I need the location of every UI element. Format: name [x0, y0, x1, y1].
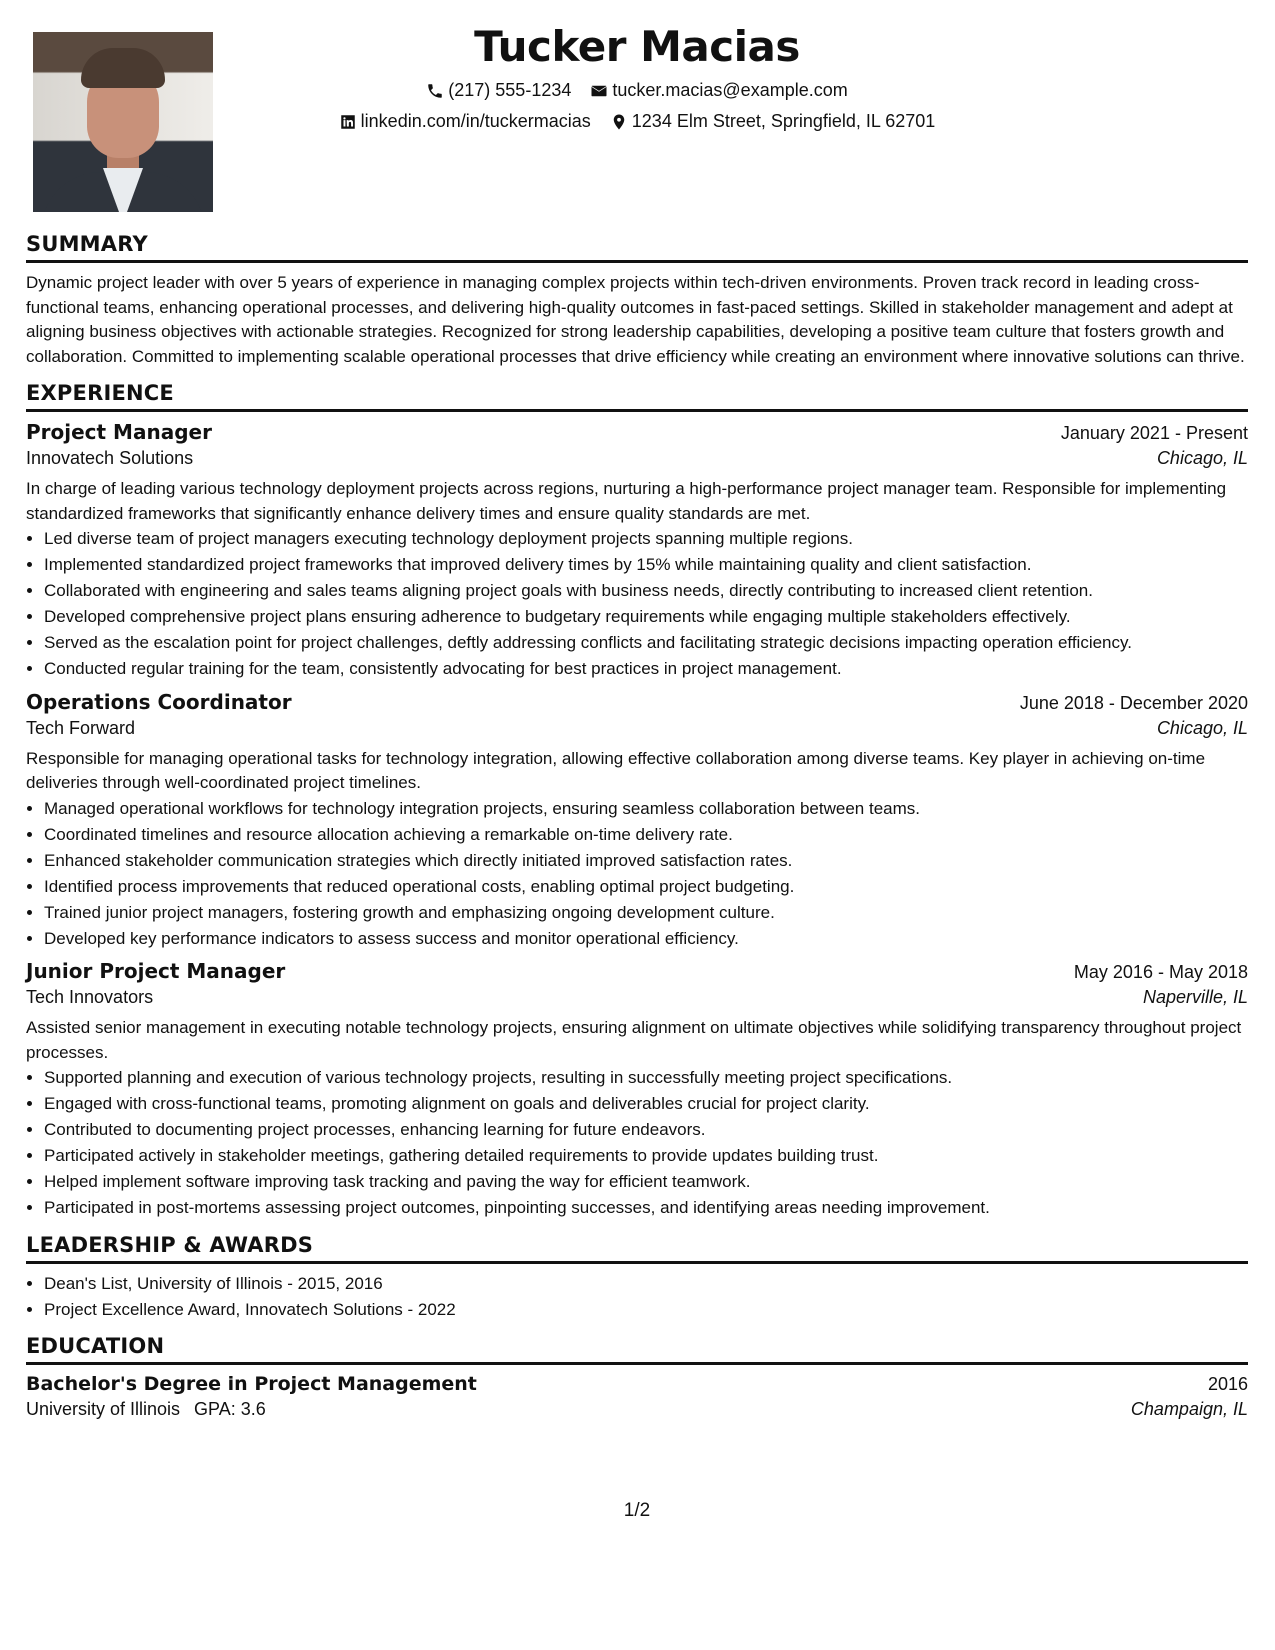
list-item: • Managed operational workflows for technology integration projects, ensuring seamless collaboration between teams. — [44, 797, 1248, 822]
job-date: May 2016 - May 2018 — [1073, 962, 1248, 982]
list-item: • Implemented standardized project frameworks that improved delivery times by 15% while maintaining quality and client satisfaction. — [44, 553, 1248, 578]
list-item: • Developed comprehensive project plans ensuring adherence to budgetary requirements while engaging multiple stakeholders effectively. — [44, 605, 1248, 630]
job-title: Junior Project Manager — [26, 959, 286, 983]
job-title: Project Manager — [26, 420, 212, 444]
list-item: • Helped implement software improving task tracking and paving the way for efficient teamwork. — [44, 1170, 1248, 1195]
awards-list — [26, 1272, 1248, 1323]
list-item: • Served as the escalation point for project challenges, deftly addressing conflicts and facilitating strategic decisions impacting operation efficiency. — [44, 631, 1248, 656]
section-title-awards: LEADERSHIP & AWARDS — [26, 1233, 1248, 1264]
candidate-name: Tucker Macias — [474, 22, 800, 71]
list-item: • Collaborated with engineering and sales teams aligning project goals with business needs, directly contributing to increased client retention. — [44, 579, 1248, 604]
resume-page — [26, 0, 1248, 1650]
email-text: tucker.macias@example.com — [612, 80, 848, 100]
contact-line-2 — [216, 111, 1058, 136]
list-item: • Project Excellence Award, Innovatech Solutions - 2022 — [44, 1298, 1248, 1323]
resume-header — [26, 0, 1248, 232]
job-company: Tech Innovators — [26, 987, 154, 1007]
list-item: • Identified process improvements that reduced operational costs, enabling optimal project budgeting. — [44, 875, 1248, 900]
job-location: Chicago, IL — [1156, 717, 1248, 738]
job-bullets — [26, 797, 1248, 952]
page-number: 1/2 — [623, 1500, 651, 1521]
job-date: January 2021 - Present — [1060, 423, 1248, 443]
list-item: • Participated in post-mortems assessing project outcomes, pinpointing successes, and identifying areas needing improvement. — [44, 1196, 1248, 1221]
contact-address — [610, 111, 936, 132]
education-year: 2016 — [1207, 1374, 1248, 1394]
list-item: • Conducted regular training for the team, consistently advocating for best practices in project management. — [44, 657, 1248, 682]
job-description: In charge of leading various technology deployment projects across regions, nurturing a high-performance project manager team. Responsible for implementing standardized frameworks that significantly enhance delivery times and ensure quality standards are met. — [26, 479, 1227, 523]
job-date: June 2018 - December 2020 — [1019, 692, 1248, 713]
awards-section — [26, 1233, 1248, 1323]
list-item: • Participated actively in stakeholder meetings, gathering detailed requirements to provide updates building trust. — [44, 1144, 1248, 1169]
list-item: • Trained junior project managers, fostering growth and emphasizing ongoing development culture. — [44, 901, 1248, 926]
education-section — [26, 1334, 1248, 1420]
list-item: • Contributed to documenting project processes, enhancing learning for future endeavors. — [44, 1118, 1248, 1143]
list-item: • Engaged with cross-functional teams, promoting alignment on goals and deliverables crucial for project clarity. — [44, 1092, 1248, 1117]
list-item: • Supported planning and execution of various technology projects, resulting in successfully meeting project specifications. — [44, 1066, 1248, 1091]
email-icon — [590, 82, 608, 100]
profile-photo — [33, 32, 213, 212]
contact-phone — [426, 80, 571, 101]
section-title-summary: SUMMARY — [26, 232, 1248, 263]
list-item: • Developed key performance indicators to assess success and monitor operational efficiency. — [44, 927, 1248, 952]
experience-section — [26, 381, 1248, 1221]
job-title: Operations Coordinator — [26, 689, 292, 714]
job-location: Naperville, IL — [1142, 987, 1248, 1007]
job-entry — [26, 420, 1248, 682]
address-text: 1234 Elm Street, Springfield, IL 62701 — [631, 111, 936, 131]
phone-icon — [426, 82, 444, 100]
job-description: Assisted senior management in executing notable technology projects, ensuring alignment on ultimate objectives while solidifying transparency throughout project processes. — [26, 1018, 1242, 1062]
education-location: Champaign, IL — [1130, 1399, 1248, 1419]
summary-section — [26, 232, 1248, 369]
list-item: • Dean's List, University of Illinois - 2015, 2016 — [44, 1272, 1248, 1297]
linkedin-text: linkedin.com/in/tuckermacias — [360, 111, 591, 131]
contact-linkedin[interactable] — [339, 111, 591, 132]
list-item: • Led diverse team of project managers executing technology deployment projects spanning multiple regions. — [44, 527, 1248, 552]
job-entry — [26, 690, 1248, 952]
job-company: Innovatech Solutions — [26, 448, 194, 468]
section-title-experience: EXPERIENCE — [26, 381, 1248, 412]
section-title-education: EDUCATION — [26, 1334, 1248, 1365]
job-description: Responsible for managing operational tasks for technology integration, allowing effective collaboration among diverse teams. Key player in achieving on-time deliveries through well-coordinated project timelines. — [26, 748, 1206, 792]
job-location: Chicago, IL — [1156, 448, 1248, 468]
summary-text: Dynamic project leader with over 5 years of experience in managing complex projects within tech-driven environments. Proven track record in leading cross-functional teams, enhancing operational processes, and delivering high-quality outcomes in fast-paced settings. Skilled in stakeholder management and adept at aligning business objectives with actionable strategies. Recognized for strong leadership capabilities, developing a positive team culture that fosters growth and collaboration. Committed to implementing scalable operational processes that drive efficiency while creating an environment where innovative solutions can thrive. — [26, 273, 1245, 366]
job-entry — [26, 959, 1248, 1221]
job-bullets — [26, 527, 1248, 682]
list-item: • Enhanced stakeholder communication strategies which directly initiated improved satisfaction rates. — [44, 849, 1248, 874]
contact-line-1 — [216, 80, 1058, 105]
education-school: University of Illinois — [26, 1399, 181, 1419]
linkedin-icon — [339, 113, 357, 131]
education-gpa: GPA: 3.6 — [194, 1399, 266, 1419]
job-bullets — [26, 1066, 1248, 1221]
job-company: Tech Forward — [26, 717, 136, 738]
education-degree: Bachelor's Degree in Project Management — [26, 1373, 477, 1395]
phone-text: (217) 555-1234 — [448, 80, 572, 100]
contact-email[interactable] — [590, 80, 847, 101]
list-item: • Coordinated timelines and resource allocation achieving a remarkable on-time delivery rate. — [44, 823, 1248, 848]
location-pin-icon — [610, 113, 628, 131]
